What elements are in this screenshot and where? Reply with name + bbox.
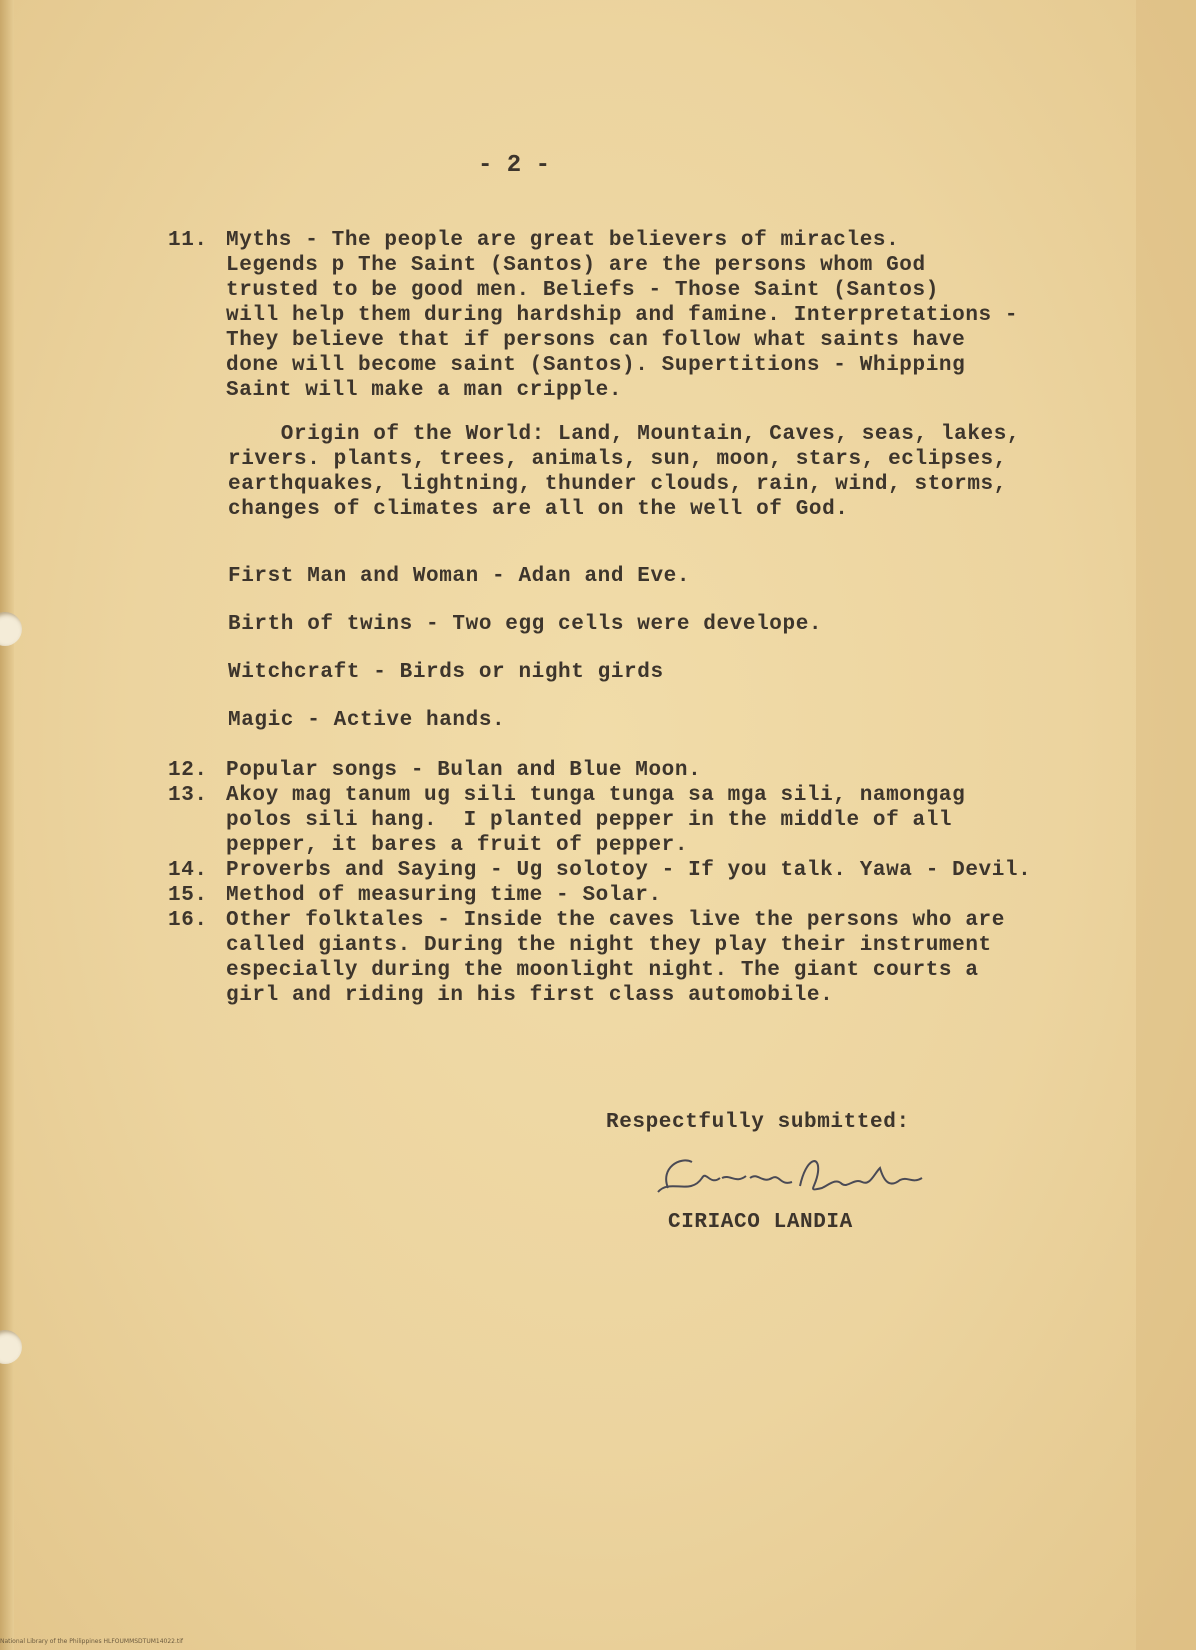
item-line: girl and riding in his first class automobile. — [226, 984, 834, 1007]
paragraph-line: rivers. plants, trees, animals, sun, moon, stars, eclipses, — [228, 448, 1007, 471]
item-line: polos sili hang. I planted pepper in the middle of all — [226, 809, 953, 832]
item-line: Proverbs and Saying - Ug solotoy - If you talk. Yawa - Devil. — [226, 859, 1032, 882]
paragraph-line: changes of climates are all on the well of God. — [228, 498, 849, 521]
page-number: - 2 - — [478, 152, 551, 179]
item-line: They believe that if persons can follow what saints have — [226, 329, 966, 352]
item-number: 15. — [168, 884, 208, 907]
item-line: Popular songs - Bulan and Blue Moon. — [226, 759, 702, 782]
paragraph-line: Origin of the World: Land, Mountain, Caves, seas, lakes, — [228, 423, 1021, 446]
item-line: especially during the moonlight night. The giant courts a — [226, 959, 979, 982]
punch-hole-top — [0, 612, 22, 646]
punch-hole-bottom — [0, 1330, 22, 1364]
paragraph-line: earthquakes, lightning, thunder clouds, rain, wind, storms, — [228, 473, 1007, 496]
item-number: 14. — [168, 859, 208, 882]
closing-line: Respectfully submitted: — [606, 1111, 910, 1134]
item-line: done will become saint (Santos). Supertitions - Whipping — [226, 354, 966, 377]
item-line: Saint will make a man cripple. — [226, 379, 623, 402]
signer-name: CIRIACO LANDIA — [668, 1211, 853, 1234]
item-line: Myths - The people are great believers of miracles. — [226, 229, 900, 252]
signature — [650, 1148, 930, 1218]
tape-strip — [1136, 0, 1196, 1650]
twins-line: Birth of twins - Two egg cells were develope. — [228, 613, 823, 636]
item-line: Method of measuring time - Solar. — [226, 884, 662, 907]
page-edge — [0, 0, 14, 1650]
item-line: trusted to be good men. Beliefs - Those Saint (Santos) — [226, 279, 939, 302]
item-line: Akoy mag tanum ug sili tunga tunga sa mga sili, namongag — [226, 784, 966, 807]
item-line: Legends p The Saint (Santos) are the persons whom God — [226, 254, 926, 277]
item-number: 11. — [168, 229, 208, 252]
item-number: 13. — [168, 784, 208, 807]
witchcraft-line: Witchcraft - Birds or night girds — [228, 661, 664, 684]
item-line: Other folktales - Inside the caves live the persons who are — [226, 909, 1005, 932]
item-line: will help them during hardship and famine. Interpretations - — [226, 304, 1019, 327]
item-line: pepper, it bares a fruit of pepper. — [226, 834, 689, 857]
footer-caption: National Library of the Philippines HLFOUMMSDTUM14022.tif — [0, 1638, 184, 1645]
item-line: called giants. During the night they play their instrument — [226, 934, 992, 957]
item-number: 12. — [168, 759, 208, 782]
first-man-line: First Man and Woman - Adan and Eve. — [228, 565, 691, 588]
magic-line: Magic - Active hands. — [228, 709, 506, 732]
origin-paragraph — [228, 422, 1020, 522]
item-number: 16. — [168, 909, 208, 932]
